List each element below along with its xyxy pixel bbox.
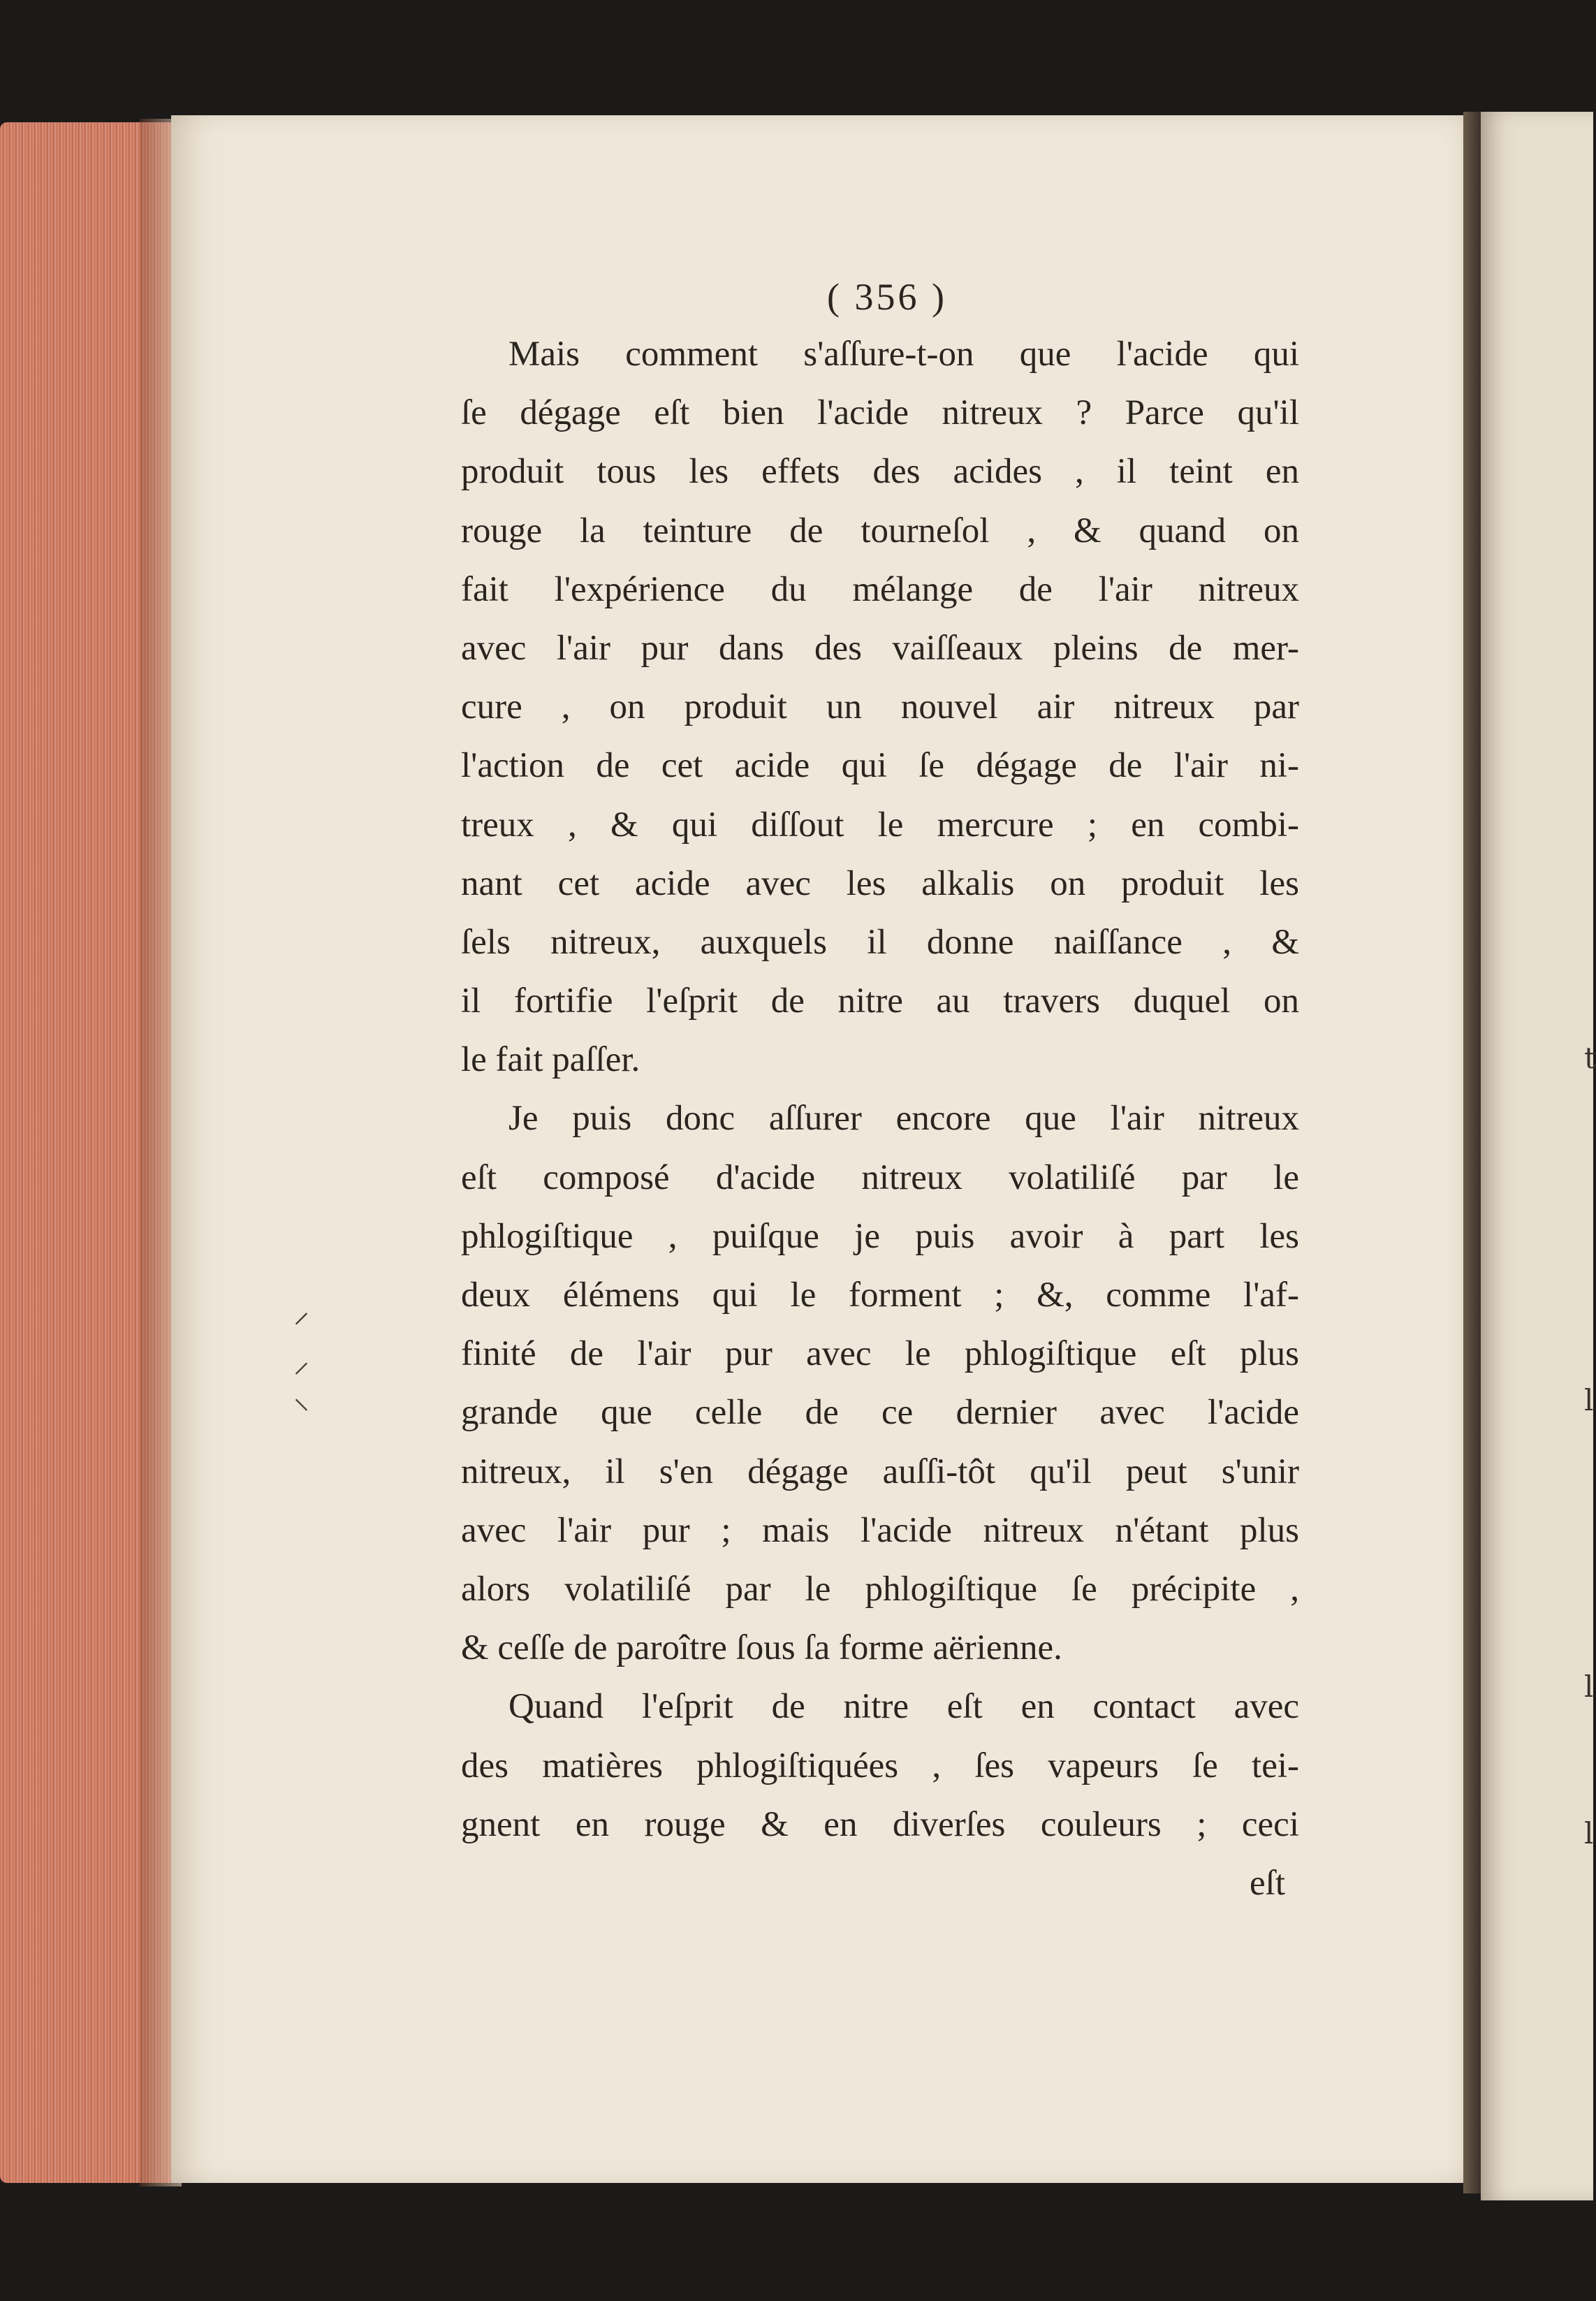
text-line: l'action de cet acide qui ſe dégage de l'air ni- bbox=[461, 746, 1299, 786]
page-text bbox=[461, 269, 1299, 1913]
text-line: eſt composé d'acide nitreux volatiliſé par le bbox=[461, 1157, 1299, 1197]
text-line: rouge la teinture de tourneſol , & quand on bbox=[461, 511, 1299, 550]
text-line: ſe dégage eſt bien l'acide nitreux ? Parce qu'il bbox=[461, 393, 1299, 433]
text-line: grande que celle de ce dernier avec l'acide bbox=[461, 1393, 1299, 1433]
facing-page-mark: t bbox=[1584, 1041, 1596, 1075]
facing-page-mark: l bbox=[1584, 1670, 1594, 1704]
text-line: produit tous les effets des acides , il teint en bbox=[461, 452, 1299, 492]
margin-ink-mark: ⸍ ⸝ ⸜ bbox=[293, 1306, 309, 1416]
text-line: avec l'air pur ; mais l'acide nitreux n'étant plus bbox=[461, 1510, 1299, 1550]
text-line: des matières phlogiſtiquées , ſes vapeurs ſe tei- bbox=[461, 1746, 1299, 1785]
text-line: deux élémens qui le forment ; &, comme l'af- bbox=[461, 1276, 1299, 1315]
text-line: Je puis donc aſſurer encore que l'air nitreux bbox=[508, 1099, 1299, 1139]
facing-page bbox=[1481, 112, 1596, 2200]
text-line: treux , & qui diſſout le mercure ; en combi- bbox=[461, 805, 1299, 845]
facing-page-mark: l bbox=[1584, 1816, 1594, 1850]
text-line: fait l'expérience du mélange de l'air nitreux bbox=[461, 569, 1299, 609]
text-line: & ceſſe de paroître ſous ſa forme aërienne. bbox=[461, 1628, 1062, 1668]
text-line: le fait paſſer. bbox=[461, 1040, 640, 1080]
text-line: cure , on produit un nouvel air nitreux par bbox=[461, 687, 1299, 727]
page-number: ( 356 ) bbox=[827, 276, 947, 318]
text-line: finité de l'air pur avec le phlogiſtique eſt plus bbox=[461, 1334, 1299, 1374]
text-line: nitreux, il s'en dégage auſſi-tôt qu'il peut s'unir bbox=[461, 1452, 1299, 1491]
text-line: alors volatiliſé par le phlogiſtique ſe précipite , bbox=[461, 1569, 1299, 1609]
catchword: eſt bbox=[1250, 1863, 1285, 1903]
facing-page-mark: l bbox=[1584, 1383, 1594, 1417]
text-line: il fortifie l'eſprit de nitre au travers duquel on bbox=[461, 981, 1299, 1021]
text-line: avec l'air pur dans des vaiſſeaux pleins de mer- bbox=[461, 628, 1299, 668]
text-line: gnent en rouge & en diverſes couleurs ; ceci bbox=[461, 1804, 1299, 1844]
text-line: Quand l'eſprit de nitre eſt en contact avec bbox=[508, 1687, 1299, 1727]
text-line: phlogiſtique , puiſque je puis avoir à part les bbox=[461, 1216, 1299, 1256]
text-line: nant cet acide avec les alkalis on produit les bbox=[461, 863, 1299, 903]
text-line: ſels nitreux, auxquels il donne naiſſance , & bbox=[461, 922, 1299, 962]
text-line: Mais comment s'aſſure-t-on que l'acide qui bbox=[508, 335, 1299, 374]
